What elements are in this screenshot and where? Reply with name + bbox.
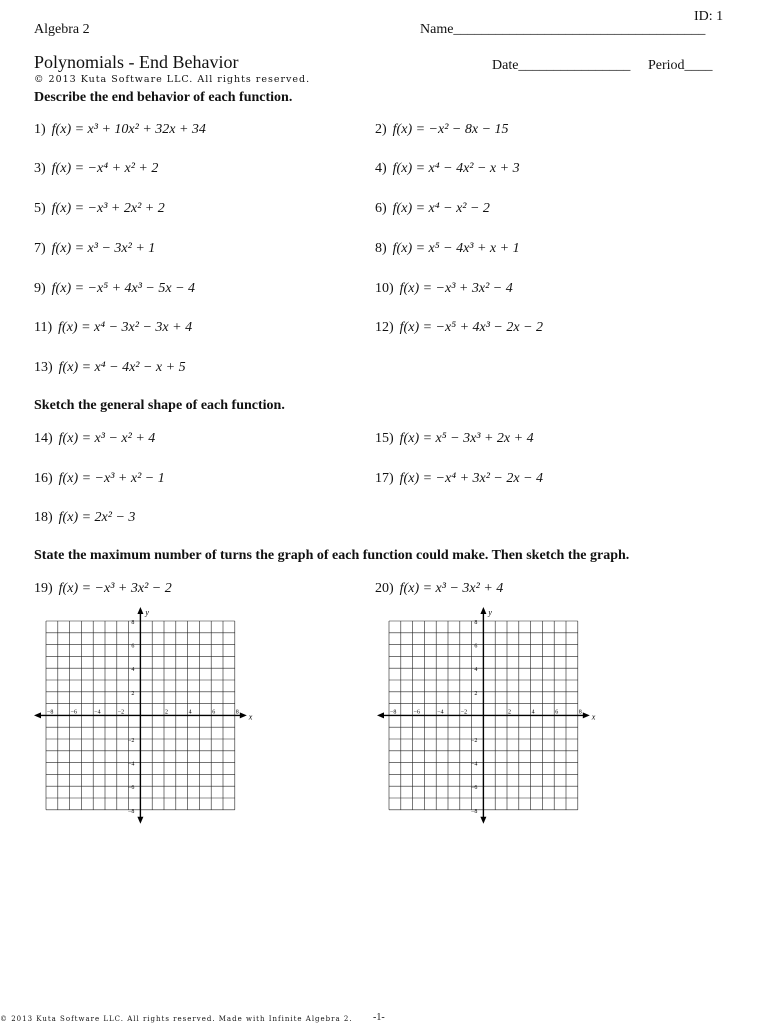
y-tick-label: −4 — [471, 761, 478, 768]
y-tick-label: 6 — [131, 643, 135, 650]
function-prefix: f(x) = — [399, 320, 436, 335]
problem-12 — [375, 320, 543, 336]
function-prefix: f(x) = — [58, 510, 95, 525]
function-prefix: f(x) = — [392, 122, 429, 137]
x-tick-label: 6 — [212, 709, 216, 716]
x-tick-label: −4 — [94, 709, 101, 716]
function-prefix: f(x) = — [399, 471, 436, 486]
polynomial-expression: −x² − 8x − 15 — [428, 122, 509, 137]
problem-number: 3) — [34, 161, 46, 176]
polynomial-expression: 2x² − 3 — [94, 510, 136, 525]
graph-grid-19[interactable] — [30, 605, 253, 835]
section-heading-turns: State the maximum number of turns the graph of each function could make. Then sketch the graph. — [34, 548, 630, 563]
problem-1 — [34, 122, 206, 138]
y-tick-label: −6 — [128, 785, 135, 792]
x-axis-arrow-right — [240, 712, 247, 718]
y-axis-arrow-down — [480, 817, 486, 824]
function-prefix: f(x) = — [399, 431, 436, 446]
polynomial-expression: −x⁵ + 4x³ − 5x − 4 — [87, 281, 196, 296]
problem-13 — [34, 360, 186, 376]
function-prefix: f(x) = — [58, 320, 95, 335]
y-tick-label: 8 — [131, 620, 135, 626]
name-field[interactable]: Name____________________________________ — [420, 22, 706, 37]
function-prefix: f(x) = — [58, 471, 95, 486]
x-tick-label: −2 — [117, 709, 125, 716]
problem-number: 7) — [34, 241, 46, 256]
problem-number: 17) — [375, 471, 394, 486]
function-prefix: f(x) = — [51, 161, 88, 176]
function-prefix: f(x) = — [392, 161, 429, 176]
problem-number: 16) — [34, 471, 53, 486]
polynomial-expression: −x⁴ + 3x² − 2x − 4 — [435, 471, 544, 486]
y-tick-label: 6 — [474, 643, 478, 650]
problem-number: 19) — [34, 581, 53, 596]
y-tick-label: −8 — [128, 808, 135, 815]
y-tick-label: −2 — [471, 738, 478, 744]
polynomial-expression: −x⁵ + 4x³ − 2x − 2 — [435, 320, 544, 335]
problem-number: 10) — [375, 281, 394, 296]
y-axis-arrow-down — [137, 817, 143, 824]
problem-4 — [375, 161, 520, 177]
y-tick-label: 4 — [131, 667, 135, 674]
function-prefix: f(x) = — [58, 581, 95, 596]
function-prefix: f(x) = — [51, 122, 88, 137]
problem-number: 4) — [375, 161, 387, 176]
x-tick-label: −2 — [460, 709, 468, 716]
polynomial-expression: x⁴ − 4x² − x + 5 — [94, 360, 186, 375]
x-tick-label: 8 — [235, 709, 239, 716]
problem-number: 2) — [375, 122, 387, 137]
section-heading-end-behavior: Describe the end behavior of each function. — [34, 90, 293, 105]
y-tick-label: 8 — [474, 620, 478, 626]
problem-7 — [34, 241, 155, 257]
x-tick-label: 2 — [165, 709, 168, 716]
polynomial-expression: x⁴ − 3x² − 3x + 4 — [94, 320, 193, 335]
problem-16 — [34, 471, 165, 487]
problem-17 — [375, 471, 543, 487]
period-field[interactable]: Period____ — [648, 58, 713, 73]
problem-2 — [375, 122, 509, 138]
polynomial-expression: −x³ + 2x² + 2 — [87, 201, 165, 216]
x-tick-label: 4 — [188, 709, 192, 716]
function-prefix: f(x) = — [58, 360, 95, 375]
x-tick-label: −6 — [70, 709, 77, 716]
problem-number: 5) — [34, 201, 46, 216]
x-tick-label: −4 — [437, 709, 444, 716]
problem-number: 12) — [375, 320, 394, 335]
problem-20 — [375, 581, 503, 597]
x-tick-label: 2 — [508, 709, 511, 716]
problem-15 — [375, 431, 534, 447]
y-axis-label: y — [488, 608, 492, 617]
graph-grid-20[interactable] — [373, 605, 596, 835]
problem-number: 20) — [375, 581, 394, 596]
x-axis-arrow-left — [377, 712, 384, 718]
polynomial-expression: −x³ + 3x² − 4 — [435, 281, 513, 296]
x-tick-label: 6 — [555, 709, 559, 716]
problem-9 — [34, 281, 195, 297]
problem-number: 1) — [34, 122, 46, 137]
date-field[interactable]: Date________________ — [492, 58, 631, 73]
polynomial-expression: x⁴ − x² − 2 — [428, 201, 490, 216]
problem-number: 13) — [34, 360, 53, 375]
problem-number: 6) — [375, 201, 387, 216]
function-prefix: f(x) = — [51, 241, 88, 256]
y-tick-label: −8 — [471, 808, 478, 815]
polynomial-expression: x³ − x² + 4 — [94, 431, 156, 446]
course-name: Algebra 2 — [34, 22, 90, 37]
polynomial-expression: x⁵ − 3x³ + 2x + 4 — [435, 431, 534, 446]
polynomial-expression: −x³ + 3x² − 2 — [94, 581, 172, 596]
problem-5 — [34, 201, 165, 217]
worksheet-title: Polynomials - End Behavior — [34, 52, 239, 72]
x-axis-label: x — [591, 712, 596, 722]
y-tick-label: 2 — [131, 690, 135, 697]
problem-number: 15) — [375, 431, 394, 446]
problem-11 — [34, 320, 192, 336]
y-axis-label: y — [145, 608, 149, 617]
copyright-line: © 2013 Kuta Software LLC. All rights reserved. — [34, 74, 311, 85]
function-prefix: f(x) = — [58, 431, 95, 446]
function-prefix: f(x) = — [399, 281, 436, 296]
y-tick-label: −2 — [128, 738, 135, 744]
y-tick-label: 2 — [474, 690, 478, 697]
x-tick-label: 8 — [578, 709, 582, 716]
problem-19 — [34, 581, 172, 597]
y-tick-label: −6 — [471, 785, 478, 792]
polynomial-expression: x³ + 10x² + 32x + 34 — [87, 122, 206, 137]
function-prefix: f(x) = — [392, 201, 429, 216]
x-tick-label: −6 — [413, 709, 420, 716]
footer-text: © 2013 Kuta Software LLC. All rights reserved. Made with Infinite Algebra 2. — [0, 1015, 353, 1023]
x-axis-arrow-right — [583, 712, 590, 718]
x-axis-label: x — [248, 712, 253, 722]
problem-number: 11) — [34, 320, 53, 335]
problem-number: 18) — [34, 510, 53, 525]
polynomial-expression: x³ − 3x² + 1 — [87, 241, 156, 256]
problem-number: 14) — [34, 431, 53, 446]
section-heading-sketch: Sketch the general shape of each function. — [34, 398, 285, 413]
x-tick-label: −8 — [390, 709, 397, 716]
problem-14 — [34, 431, 155, 447]
problem-8 — [375, 241, 520, 257]
function-prefix: f(x) = — [51, 281, 88, 296]
problem-number: 9) — [34, 281, 46, 296]
polynomial-expression: x³ − 3x² + 4 — [435, 581, 504, 596]
page-number: -1- — [373, 1012, 385, 1023]
polynomial-expression: x⁵ − 4x³ + x + 1 — [428, 241, 520, 256]
y-axis-arrow-up — [137, 607, 143, 614]
y-axis-arrow-up — [480, 607, 486, 614]
y-tick-label: −4 — [128, 761, 135, 768]
problem-6 — [375, 201, 490, 217]
problem-18 — [34, 510, 135, 526]
function-prefix: f(x) = — [392, 241, 429, 256]
x-tick-label: −8 — [47, 709, 54, 716]
problem-3 — [34, 161, 158, 177]
problem-number: 8) — [375, 241, 387, 256]
problem-10 — [375, 281, 513, 297]
polynomial-expression: x⁴ − 4x² − x + 3 — [428, 161, 520, 176]
polynomial-expression: −x⁴ + x² + 2 — [87, 161, 159, 176]
function-prefix: f(x) = — [399, 581, 436, 596]
function-prefix: f(x) = — [51, 201, 88, 216]
id-label: ID: 1 — [694, 9, 724, 24]
polynomial-expression: −x³ + x² − 1 — [94, 471, 165, 486]
x-axis-arrow-left — [34, 712, 41, 718]
y-tick-label: 4 — [474, 667, 478, 674]
x-tick-label: 4 — [531, 709, 535, 716]
